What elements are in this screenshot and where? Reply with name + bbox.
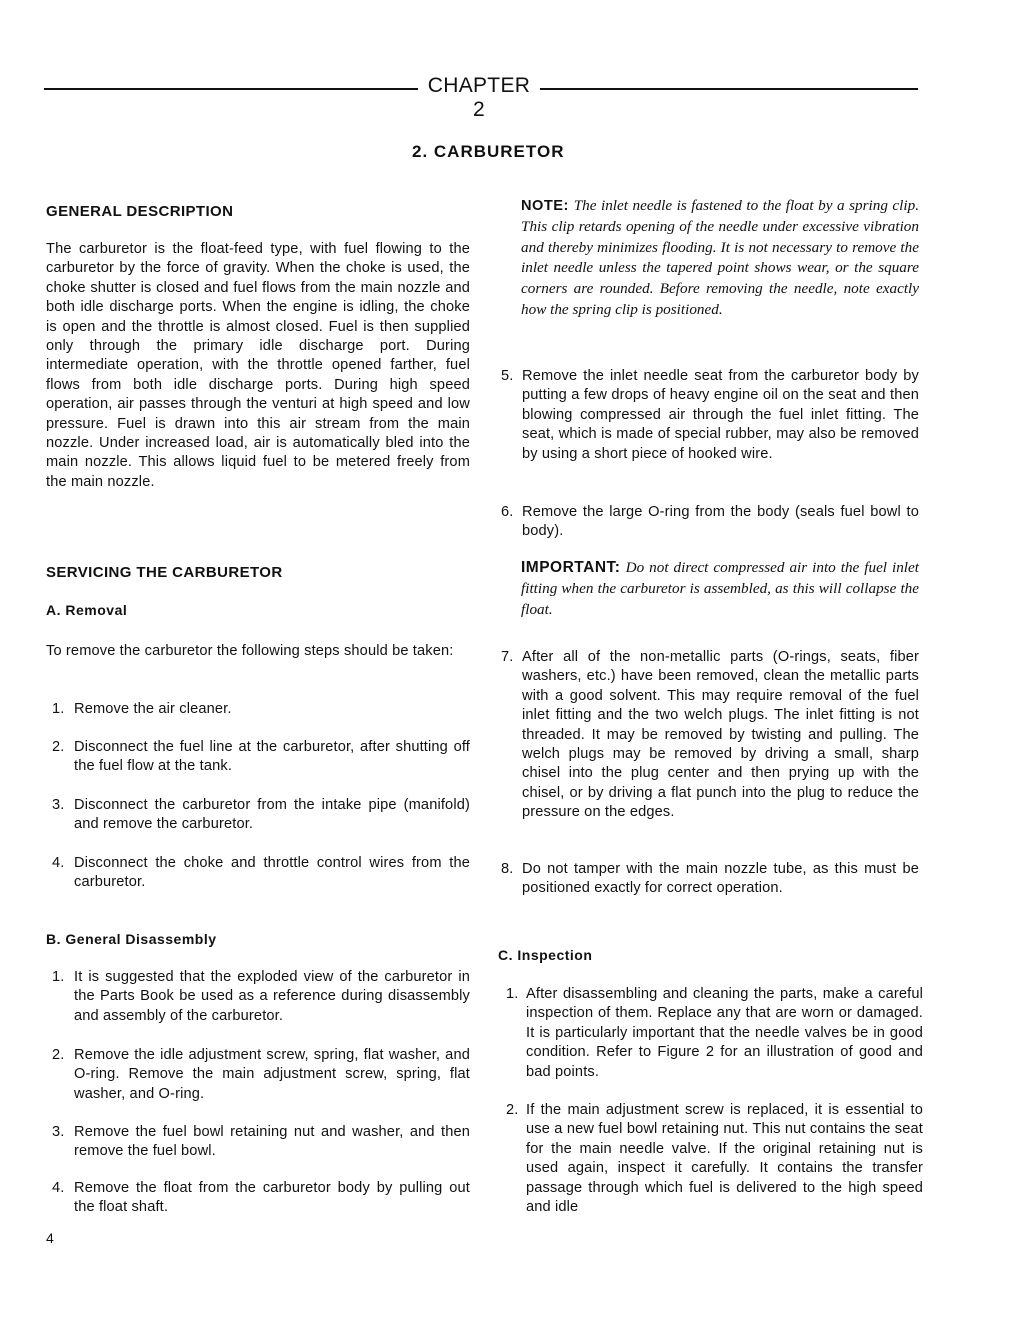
step-text: Remove the inlet needle seat from the carburetor body by putting a few drops of heavy engine oil on the seat and then blowing compressed air through the fuel inlet fitting. The seat, which is made of special rubber, may also be removed by using a short piece of hooked wire. — [522, 368, 919, 462]
removal-step-2 — [52, 738, 470, 777]
step-text: Disconnect the fuel line at the carburetor, after shutting off the fuel flow at the tank. — [74, 739, 470, 775]
disassembly-step-8 — [501, 860, 919, 899]
removal-heading: A. Removal — [46, 602, 128, 618]
step-text: Remove the air cleaner. — [74, 701, 232, 717]
chapter-header — [44, 72, 918, 121]
header-rule-right — [540, 88, 918, 90]
note-label: NOTE: — [521, 198, 569, 214]
step-number: 1. — [52, 701, 65, 717]
step-text: Disconnect the choke and throttle control wires from the carburetor. — [74, 855, 470, 891]
important-text: Do not direct compressed air into the fuel inlet fitting when the carburetor is assembled, as this will collapse the float. — [521, 559, 919, 618]
inspection-step-2 — [506, 1101, 923, 1217]
disassembly-step-5 — [501, 367, 919, 464]
general-description-body: The carburetor is the float-feed type, with fuel flowing to the carburetor by the force of gravity. When the choke is used, the choke shutter is closed and fuel flows from the main nozzle and both idle discharge ports. When the engine is idling, the choke is open and the throttle is almost closed. Fuel is then supplied only through the primary idle discharge port. During intermediate operation, with the throttle opened farther, fuel flows from both idle discharge ports. During high speed operation, air passes through the venturi at high speed and low pressure. Fuel is drawn into this air stream from the main nozzle. Under increased load, air is automatically bled into the main nozzle. This allows liquid fuel to be metered freely from the main nozzle. — [46, 241, 470, 490]
disassembly-heading: B. General Disassembly — [46, 931, 217, 947]
step-text: Remove the float from the carburetor body by pulling out the float shaft. — [74, 1180, 470, 1216]
disassembly-step-6 — [501, 503, 919, 542]
step-text: It is suggested that the exploded view of the carburetor in the Parts Book be used as a reference during disassembly and assembly of the carburetor. — [74, 969, 470, 1024]
step-number: 4. — [52, 1180, 65, 1196]
important-callout — [521, 558, 919, 620]
section-title: 2. CARBURETOR — [412, 142, 565, 161]
general-description-heading: GENERAL DESCRIPTION — [46, 203, 234, 220]
servicing-heading: SERVICING THE CARBURETOR — [46, 564, 283, 581]
step-text: If the main adjustment screw is replaced, it is essential to use a new fuel bowl retaining nut. This nut contains the seat for the main needle valve. If the original retaining nut is used again, inspect it carefully. It contains the transfer passage through which fuel is delivered to the high speed and idle — [526, 1102, 923, 1216]
inspection-step-1 — [506, 985, 923, 1082]
removal-step-3 — [52, 796, 470, 835]
step-text: Do not tamper with the main nozzle tube, as this must be positioned exactly for correct operation. — [522, 861, 919, 897]
step-number: 2. — [52, 1047, 65, 1063]
step-number: 2. — [506, 1102, 519, 1118]
step-number: 7. — [501, 649, 514, 665]
disassembly-step-4 — [52, 1179, 470, 1218]
note-callout — [521, 196, 919, 321]
removal-step-1 — [52, 700, 470, 719]
disassembly-step-1 — [52, 968, 470, 1026]
step-number: 8. — [501, 861, 514, 877]
step-text: After disassembling and cleaning the parts, make a careful inspection of them. Replace any that are worn or damaged. It is particularly important that the needle valves be in good condition. Refer to Figure 2 for an illustration of good and bad points. — [526, 986, 923, 1080]
step-number: 1. — [52, 969, 65, 985]
step-number: 3. — [52, 797, 65, 813]
step-number: 4. — [52, 855, 65, 871]
step-text: Remove the idle adjustment screw, spring, flat washer, and O-ring. Remove the main adjustment screw, spring, flat washer, and O-ring. — [74, 1047, 470, 1102]
step-number: 1. — [506, 986, 519, 1002]
page-number: 4 — [46, 1230, 54, 1246]
step-number: 5. — [501, 368, 514, 384]
header-rule-left — [44, 88, 418, 90]
important-label: IMPORTANT: — [521, 559, 621, 576]
note-text: The inlet needle is fastened to the float by a spring clip. This clip retards opening of the needle under excessive vibration and thereby minimizes flooding. It is not necessary to remove the inlet needle unless the tapered point shows wear, or the square corners are rounded. Before removing the needle, note exactly how the spring clip is positioned. — [521, 197, 919, 318]
inspection-heading: C. Inspection — [498, 947, 593, 963]
removal-intro: To remove the carburetor the following steps should be taken: — [46, 643, 454, 659]
removal-step-4 — [52, 854, 470, 893]
step-text: Remove the fuel bowl retaining nut and washer, and then remove the fuel bowl. — [74, 1124, 470, 1160]
chapter-title: CHAPTER 2 — [427, 74, 531, 121]
disassembly-step-3 — [52, 1123, 470, 1162]
step-text: Disconnect the carburetor from the intake pipe (manifold) and remove the carburetor. — [74, 797, 470, 833]
disassembly-step-2 — [52, 1046, 470, 1104]
step-text: After all of the non-metallic parts (O-rings, seats, fiber washers, etc.) have been removed, clean the metallic parts with a good solvent. This may require removal of the fuel inlet fitting and the two welch plugs. The inlet fitting is not threaded. It may be removed by twisting and pulling. The welch plugs may be removed by driving a small, sharp chisel into the plug center and then prying up with the chisel, or by driving a flat punch into the plug to reduce the pressure on the edges. — [522, 649, 919, 821]
disassembly-step-7 — [501, 648, 919, 823]
step-number: 6. — [501, 504, 514, 520]
step-text: Remove the large O-ring from the body (seals fuel bowl to body). — [522, 504, 919, 540]
step-number: 3. — [52, 1124, 65, 1140]
step-number: 2. — [52, 739, 65, 755]
